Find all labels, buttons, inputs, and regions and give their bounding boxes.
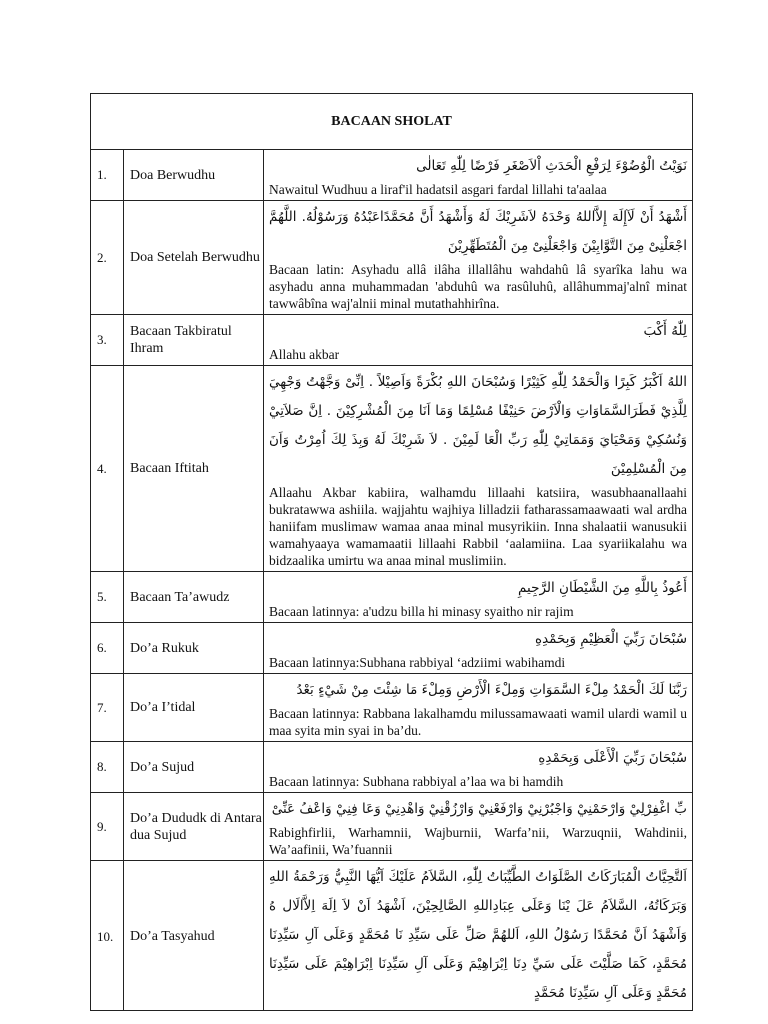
prayer-content bbox=[264, 742, 693, 793]
prayer-content bbox=[264, 366, 693, 572]
arabic-text: سُبْحَانَ رَبِّيَ الْأَعْلَى وَبِحَمْدِهِ bbox=[538, 750, 688, 766]
prayer-content bbox=[264, 150, 693, 201]
latin-text: Bacaan latinnya:Subhana rabbiyal ‘adziimi wabihamdi bbox=[269, 655, 566, 670]
prayer-content bbox=[264, 315, 693, 366]
table-row bbox=[91, 315, 693, 366]
row-number: 3. bbox=[91, 315, 124, 366]
prayer-content bbox=[264, 572, 693, 623]
prayer-content bbox=[264, 201, 693, 315]
table-row bbox=[91, 861, 693, 1011]
table-row bbox=[91, 742, 693, 793]
table-row bbox=[91, 201, 693, 315]
prayer-name: Do’a Tasyahud bbox=[124, 861, 264, 1011]
prayer-name: Do’a I’tidal bbox=[124, 674, 264, 742]
arabic-text: لِلّٰهُ أَكْبَ bbox=[643, 323, 688, 339]
latin-text: Bacaan latinnya: Subhana rabbiyal a’laa wa bi hamdih bbox=[269, 774, 564, 789]
prayer-name: Do’a Sujud bbox=[124, 742, 264, 793]
arabic-text: اَلتَّحِيَّاتُ الْمُبَارَكَاتُ الصَّلَوَاتُ الطَّيِّبَاتُ لِلّٰهِ، السَّلاَمُ عَلَيْكَ اَيُّهَا النَّبِيُّ وَرَحْمَةُ اللهِ وَبَرَكَاتُهُ، السَّلاَمُ عَلَ يْنَا وَعَلَى عِبَادِاللهِ الصَّالِحِيْنَ، اَشْهَدُ اَنْ لاَ اِلَهَ اِلاَّالَال هُ وَاَشْهَدُ اَنَّ مُحَمَّدًا رَسُوْلُ اللهِ، اَللهُمَّ صَلِّ عَلَى سَيِّدِ نَا مُحَمَّدٍ وَعَلَى آلِ سَيِّدِنَا مُحَمَّدٍ، كَمَا صَلَّيْتَ عَلَى سَيِّ دِنَا اِبْرَاهِيْمَ وَعَلَى آلِ سَيِّدِنَا اِبْرَاهِيْمَ عَلَى سَيِّدِنَا مُحَمَّدٍ وَعَلَى آلِ سَيِّدِنَا مُحَمَّدٍ bbox=[269, 869, 688, 1001]
prayer-content bbox=[264, 674, 693, 742]
latin-text: Bacaan latinnya: a'udzu billa hi minasy syaitho nir rajim bbox=[269, 604, 574, 619]
row-number: 5. bbox=[91, 572, 124, 623]
prayer-content bbox=[264, 793, 693, 861]
prayer-name: Bacaan Iftitah bbox=[124, 366, 264, 572]
arabic-text: نَوَيْتُ الْوُضُوْءَ لِرَفْعِ الْحَدَثِ اْلاَصْغَرِ فَرْضًا لِلّٰهِ تَعَالٰى bbox=[416, 158, 688, 174]
row-number: 9. bbox=[91, 793, 124, 861]
arabic-text: أَعُوذُ بِاللَّهِ مِنَ الشَّيْطَانِ الرَّجِيمِ bbox=[518, 580, 688, 596]
prayer-name: Doa Setelah Berwudhu bbox=[124, 201, 264, 315]
table-row bbox=[91, 572, 693, 623]
arabic-text: اللهُ اَكْبَرُ كَبِرًا وَالْحَمْدُ لِلّٰهِ كَثِيْرًا وَسُبْحَانَ اللهِ بُكْرَةً وَاَصِيْلاً . اِنِّىْ وَجَّهْتُ وَجْهِيَ لِلَّذِيْ فَطَرَالسَّمَاوَاتِ وَالْاَرْضَ حَنِيْفًا مُسْلِمًا وَمَا اَنَا مِنَ الْمُشْرِكِيْنَ . اِنَّ صَلاَتِيْ وَنُسُكِيْ وَمَحْيَايَ وَمَمَاتِيْ لِلّٰهِ رَبِّ الْعَا لَمِيْنَ . لاَ شَرِيْكَ لَهُ وَبِذَ لِكَ اُمِرْتُ وَاَنَ مِنَ الْمُسْلِمِيْنَ bbox=[269, 374, 688, 477]
table-row bbox=[91, 793, 693, 861]
prayer-table bbox=[90, 93, 693, 1011]
prayer-name: Do’a Rukuk bbox=[124, 623, 264, 674]
row-number: 6. bbox=[91, 623, 124, 674]
row-number: 4. bbox=[91, 366, 124, 572]
title-row bbox=[91, 94, 693, 150]
arabic-text: بِّ اغْفِرْلِيْ وَارْحَمْنِيْ وَاجْبُرْنِيْ وَارْفَعْنِيْ وَارْزُقْنِيْ وَاهْدِنِيْ وَعَا فِنِيْ وَاعْفُ عَنِّىْ bbox=[271, 801, 688, 817]
row-number: 7. bbox=[91, 674, 124, 742]
latin-text: Allahu akbar bbox=[269, 347, 340, 362]
arabic-text: أَشْهَدُ أَنْ لَآإِلَهَ إِلاَّاللهُ وَحْدَهُ لاَشَرِيْكَ لَهُ وَأَشْهَدُ أَنَّ مُحَمَّدًاعَبْدُهُ وَرَسُوْلُهُ. اللَّهُمَّ اجْعَلْنِىْ مِنَ التَّوَّابِيْنَ وَاجْعَلْنِىْ مِنَ الْمُتَطَهِّرِيْنَ bbox=[269, 209, 688, 254]
arabic-text: سُبْحَانَ رَبِّيَ الْعَظِيْمِ وَبِحَمْدِهِ bbox=[535, 631, 688, 647]
prayer-name: Bacaan Ta’awudz bbox=[124, 572, 264, 623]
document-title: BACAAN SHOLAT bbox=[91, 94, 693, 150]
table-row bbox=[91, 623, 693, 674]
arabic-text: رَبَّنَا لَكَ الْحَمْدُ مِلْءَ السَّمَوَاتِ وَمِلْءَ الْأَرْضِ وَمِلْءَ مَا شِئْتَ مِنْ شَيْءٍ بَعْدُ bbox=[296, 682, 688, 698]
latin-text: Bacaan latinnya: Rabbana lakalhamdu milussamawaati wamil ulardi wamil u maa syita min syai in ba’du. bbox=[269, 706, 688, 738]
row-number: 10. bbox=[91, 861, 124, 1011]
latin-text: Rabighfirlii, Warhamnii, Wajburnii, Warfa’nii, Warzuqnii, Wahdinii, Wa’aafinii, Wa’fuannii bbox=[269, 825, 688, 857]
table-row bbox=[91, 366, 693, 572]
prayer-name: Doa Berwudhu bbox=[124, 150, 264, 201]
prayer-name: Bacaan Takbiratul Ihram bbox=[124, 315, 264, 366]
prayer-content bbox=[264, 861, 693, 1011]
table-row bbox=[91, 150, 693, 201]
prayer-content bbox=[264, 623, 693, 674]
row-number: 2. bbox=[91, 201, 124, 315]
row-number: 8. bbox=[91, 742, 124, 793]
latin-text: Allaahu Akbar kabiira, walhamdu lillaahi katsiira, wasubhaanallaahi bukratawwa ashiila. wajjahtu wajhiya lilladzii fatharassamaawaati wal ardha haniifam muslimaw wamaa anaa minal musyrikiin. Inna shalaatii wanusukii wamahyaaya wamamaatii lillaahi Rabbil ‘aalamiina. Laa syariikalahu wa bidzaalika umirtu wa anaa minal muslimiin. bbox=[269, 485, 688, 568]
row-number: 1. bbox=[91, 150, 124, 201]
latin-text: Bacaan latin: Asyhadu allâ ilâha illallâhu wahdahû lâ syarîka lahu wa asyhadu anna muhammadan 'abduhû wa rasûluhû, allâhummaj'alnî minat tawwâbîna waj'alnii minal mutathahhirîna. bbox=[269, 262, 688, 311]
table-row bbox=[91, 674, 693, 742]
prayer-name: Do’a Dududk di Antara dua Sujud bbox=[124, 793, 264, 861]
latin-text: Nawaitul Wudhuu a liraf'il hadatsil asgari fardal lillahi ta'aalaa bbox=[269, 182, 607, 197]
